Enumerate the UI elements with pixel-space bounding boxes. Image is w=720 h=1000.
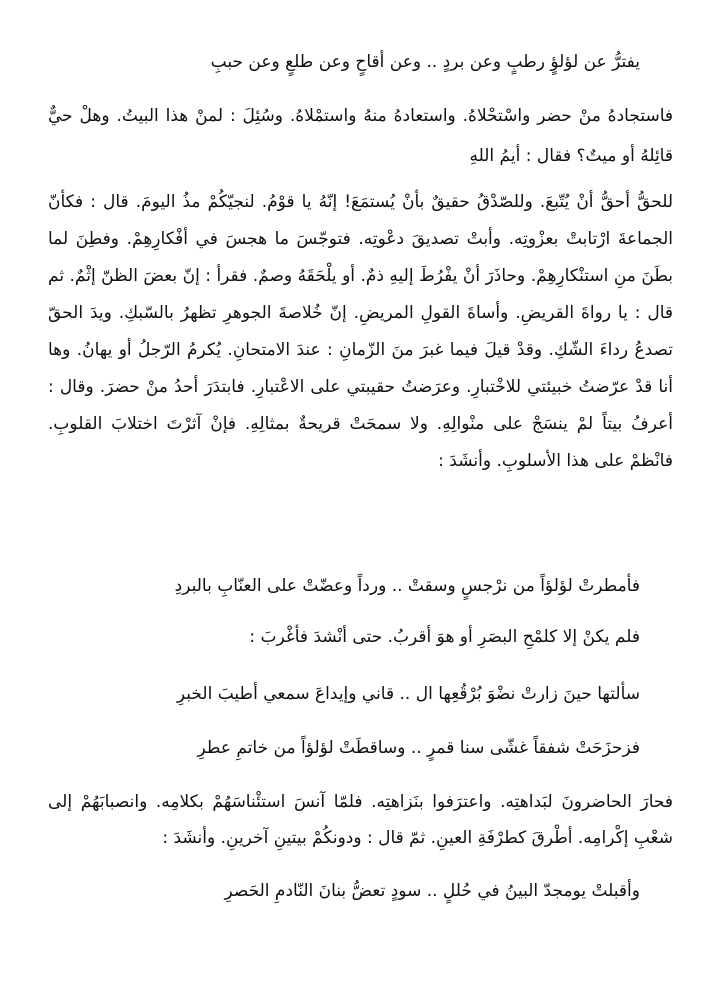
verse-line-3: سألتها حينَ زارتْ نضْوَ بُرْقُعِها ال .. قاني وإيداعَ سمعي أطيبَ الخبرِ	[176, 684, 640, 704]
verse-line-1: يفترُّ عن لؤلؤٍ رطبٍ وعن بردٍ .. وعن أقاحٍ وعن طلعٍ وعن حببِ	[210, 52, 640, 72]
paragraph-4: فحارَ الحاضرونَ لبَداهتِه. واعترَفوا بنَزاهتِه. فلمّا آنسَ استئْناسَهُمْ بكلامِه. وانصبابَهُمْ إلى شعْبِ إكْرامِه. أطْرقَ كطرْفَةِ العينِ. ثمّ قال : ودونكُمْ بيتينِ آخرينِ. وأنشَدَ :	[48, 792, 673, 848]
paragraph-1: فاستجادهُ منْ حضر واسْتحْلاهُ. واستعادهُ منهُ واستمْلاهُ. وسُئِلَ : لمنْ هذا البيتُ. وهلْ حيٌّ قائِلهُ أو ميتٌ؟ فقال : أيمُ اللهِ	[48, 106, 673, 166]
verse-line-4: فزحزَحَتْ شفقاً غشّى سنا قمرٍ .. وساقطَتْ لؤلؤاً من خاتمِ عطرِ	[197, 738, 640, 758]
paragraph-3: فلم يكنْ إلا كلمْحِ البصَرِ أو هوَ أقربُ. حتى أنْشدَ فأغْربَ :	[249, 627, 640, 647]
verse-line-5: وأقبلتْ يومجدّ البينُ في حُللٍ .. سودٍ تعضُّ بنانَ النّادمِ الحَصرِ	[224, 881, 640, 901]
paragraph-2: للحقُّ أحقُّ أنْ يُتّبعَ. وللصّدْقُ حقيقٌ بأنْ يُستمَعَ! إنّهُ يا قوْمُ. لنجيّكُمْ مذُ اليومَ. قال : فكأنّ الجماعةَ ارْتابتْ بعزْوتِه. وأبتْ تصديقَ دعْوتِه. فتوجّسَ ما هجسَ في أفْكارِهِمْ. وفطِنَ لما بطَنَ منِ استنْكارِهِمْ. وحاذَرَ أنْ يفْرُطَ إليهِ ذمٌ. أو يلْحَقَهُ وصمٌ. فقرأ : إنّ بعضَ الظنّ إثْمٌ. ثم قال : يا رواةَ القريضِ. وأساةَ القولِ المريضِ. إنّ خُلاصةَ الجوهرِ تظهرُ بالسّبكِ. ويدَ الحقّ تصدعُ رداءَ الشّكِ. وقدْ قيلَ فيما غبرَ منَ الزّمانِ : عندَ الامتحانِ. يُكرمُ الرّجلُ أو يهانُ. وها أنا قدْ عرّضتُ خبيئتي للاخْتبارِ. وعرَضتُ حقيبتي على الاعْتبارِ. فابتدَرَ أحدُ منْ حضرَ. وقال : أعرفُ بيتاً لمْ ينسَجْ على منْوالِهِ. ولا سمحَتْ قريحةٌ بمثالِهِ. فإنْ آثرْتَ اختلابَ القلوبِ. فانْظمْ على هذا الأسلوبِ. وأنشَدَ :	[48, 192, 673, 471]
verse-line-2: فأمطرتْ لؤلؤاً من نرْجسٍ وسقتْ .. ورداً وعضّتْ على العنّابِ بالبردِ	[174, 576, 640, 596]
